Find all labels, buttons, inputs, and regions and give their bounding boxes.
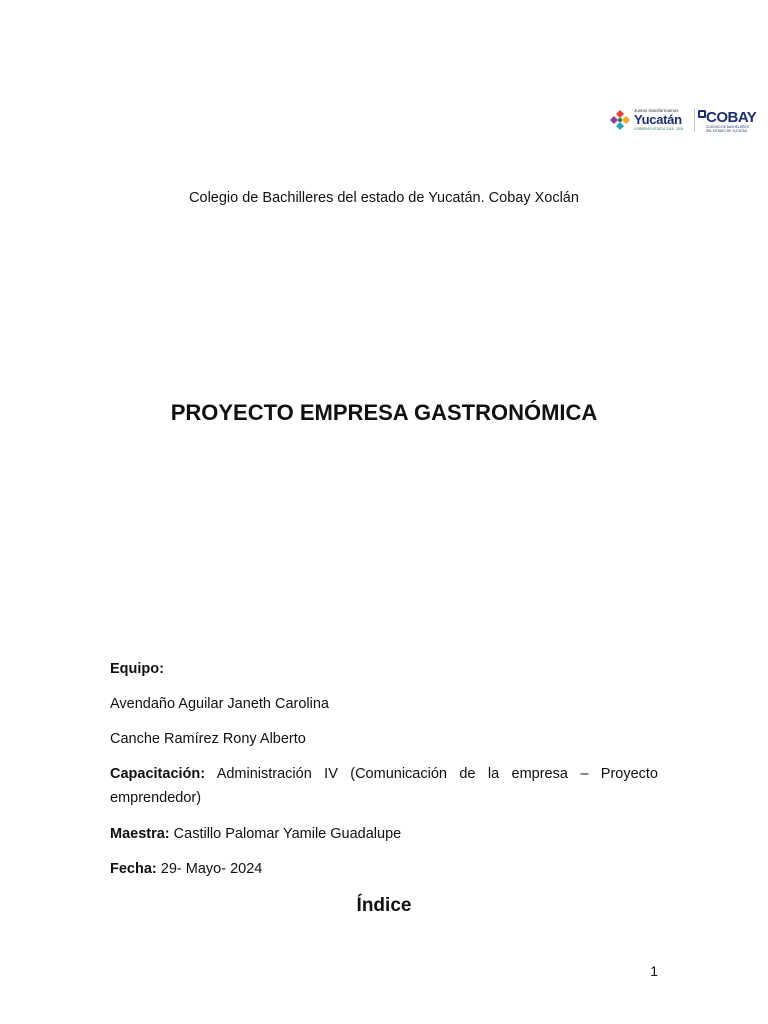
cobay-subtitle bbox=[706, 125, 749, 133]
yucatan-wordmark: Yucatán bbox=[634, 112, 682, 127]
document-title: PROYECTO EMPRESA GASTRONÓMICA bbox=[170, 400, 598, 425]
cobay-subtitle-line-1: COLEGIO DE BACHILLERES bbox=[706, 125, 749, 129]
maestra-value: Castillo Palomar Yamile Guadalupe bbox=[173, 826, 402, 842]
yucatan-logo bbox=[608, 106, 692, 134]
capacitacion-value: Administración IV (Comunicación de la empresa – Proyecto emprendedor) bbox=[110, 766, 658, 806]
team-member-1: Avendaño Aguilar Janeth Carolina bbox=[110, 696, 330, 712]
team-heading bbox=[110, 657, 658, 681]
yucatan-emblem-icon bbox=[608, 108, 632, 132]
yucatan-government-text: GOBIERNO ESTATAL 2018 - 2024 bbox=[634, 127, 684, 131]
header-logos bbox=[608, 104, 757, 136]
cobay-logo bbox=[698, 106, 757, 134]
cobay-subtitle-line-2: DEL ESTADO DE YUCATÁN bbox=[706, 129, 747, 133]
cobay-emblem-icon bbox=[698, 110, 706, 118]
fecha-line bbox=[110, 857, 658, 881]
logo-divider bbox=[694, 108, 695, 132]
maestra-line bbox=[110, 822, 658, 846]
capacitacion-label: Capacitación: bbox=[110, 766, 206, 782]
page-number: 1 bbox=[650, 963, 658, 979]
index-heading: Índice bbox=[356, 895, 412, 916]
fecha-label: Fecha: bbox=[110, 861, 157, 877]
capacitacion-line bbox=[110, 762, 658, 810]
cobay-wordmark: COBAY bbox=[706, 109, 757, 126]
fecha-value: 29- Mayo- 2024 bbox=[160, 861, 263, 877]
yucatan-slogan: Juntos transformamos bbox=[634, 108, 679, 113]
maestra-label: Maestra: bbox=[110, 826, 170, 842]
team-member-2: Canche Ramírez Rony Alberto bbox=[110, 731, 306, 747]
institution-name: Colegio de Bachilleres del estado de Yucatán. Cobay Xoclán bbox=[189, 190, 579, 206]
team-label: Equipo: bbox=[110, 661, 164, 677]
